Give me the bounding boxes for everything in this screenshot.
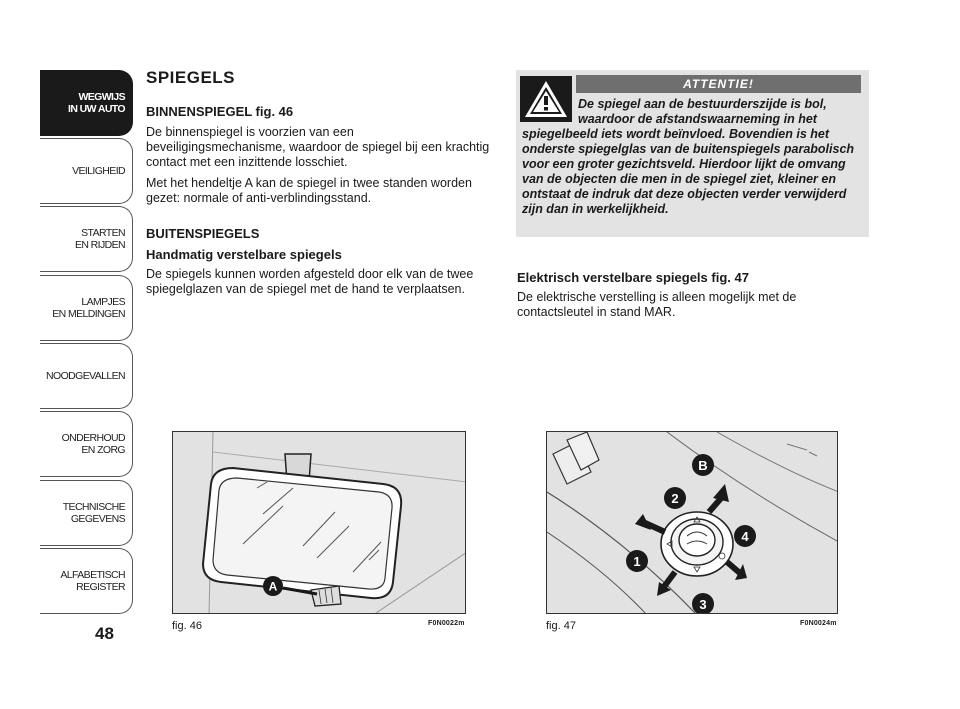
label-b: B xyxy=(698,458,708,473)
figure-47-mirror-control xyxy=(546,431,838,614)
tab-alfabetisch[interactable]: ALFABETISCH REGISTER xyxy=(40,548,133,614)
tab-starten[interactable]: STARTEN EN RIJDEN xyxy=(40,206,133,272)
page-number: 48 xyxy=(95,624,114,643)
label-a: A xyxy=(268,579,278,594)
inner-mirror-paragraph-2: Met het hendeltje A kan de spiegel in twee standen worden gezet: normale of anti-verblindingsstand. xyxy=(146,176,472,205)
manual-mirrors-heading: Handmatig verstelbare spiegels xyxy=(146,247,342,262)
left-column xyxy=(146,68,496,303)
tab-lampjes[interactable]: LAMPJES EN MELDINGEN xyxy=(40,275,133,341)
outer-mirrors-heading: BUITENSPIEGELS xyxy=(146,226,260,241)
inner-mirror-heading: BINNENSPIEGEL fig. 46 xyxy=(146,104,294,119)
warning-label: ATTENTIE! xyxy=(576,75,861,93)
figure-46-caption: fig. 46 xyxy=(172,620,202,632)
label-1: 1 xyxy=(633,554,641,569)
figure-47-caption: fig. 47 xyxy=(546,620,576,632)
right-column xyxy=(517,270,867,326)
tab-wegwijs[interactable]: WEGWIJS IN UW AUTO xyxy=(40,70,133,136)
electric-mirrors-heading: Elektrisch verstelbare spiegels fig. 47 xyxy=(517,270,749,285)
tab-veiligheid[interactable]: VEILIGHEID xyxy=(40,138,133,204)
tab-onderhoud[interactable]: ONDERHOUD EN ZORG xyxy=(40,411,133,477)
warning-box xyxy=(516,70,869,237)
figure-46-code: F0N0022m xyxy=(428,620,465,627)
electric-mirrors-paragraph: De elektrische verstelling is alleen mogelijk met de contactsleutel in stand MAR. xyxy=(517,290,797,319)
label-2: 2 xyxy=(671,491,679,506)
inner-mirror-paragraph-1: De binnenspiegel is voorzien van een beveiligingsmechanisme, waardoor de spiegel bij een krachtig contact met een inzittende losschiet. xyxy=(146,125,490,169)
warning-text: De spiegel aan de bestuurderszijde is bol, waardoor de afstandswaarneming in het spiegelbeeld iets wordt beïnvloed. Bovendien is het onderste spiegelglas van de buitenspiegels parabolisch voor een groter gezichtsveld. Hierdoor lijkt de omvang van de objecten die men in de spiegel ziet, kleiner en ontstaat de indruk dat deze objecten verder verwijderd zijn dan in werkelijkheid. xyxy=(522,97,855,216)
section-title: SPIEGELS xyxy=(146,68,236,87)
tab-technische[interactable]: TECHNISCHE GEGEVENS xyxy=(40,480,133,546)
figure-47-code: F0N0024m xyxy=(800,620,837,627)
label-3: 3 xyxy=(699,597,707,612)
figure-46-interior-mirror xyxy=(172,431,466,614)
tab-noodgevallen[interactable]: NOODGEVALLEN xyxy=(40,343,133,409)
label-4: 4 xyxy=(741,529,749,544)
manual-mirrors-paragraph: De spiegels kunnen worden afgesteld door elk van de twee spiegelglazen van de spiegel met de hand te verplaatsen. xyxy=(146,267,474,296)
